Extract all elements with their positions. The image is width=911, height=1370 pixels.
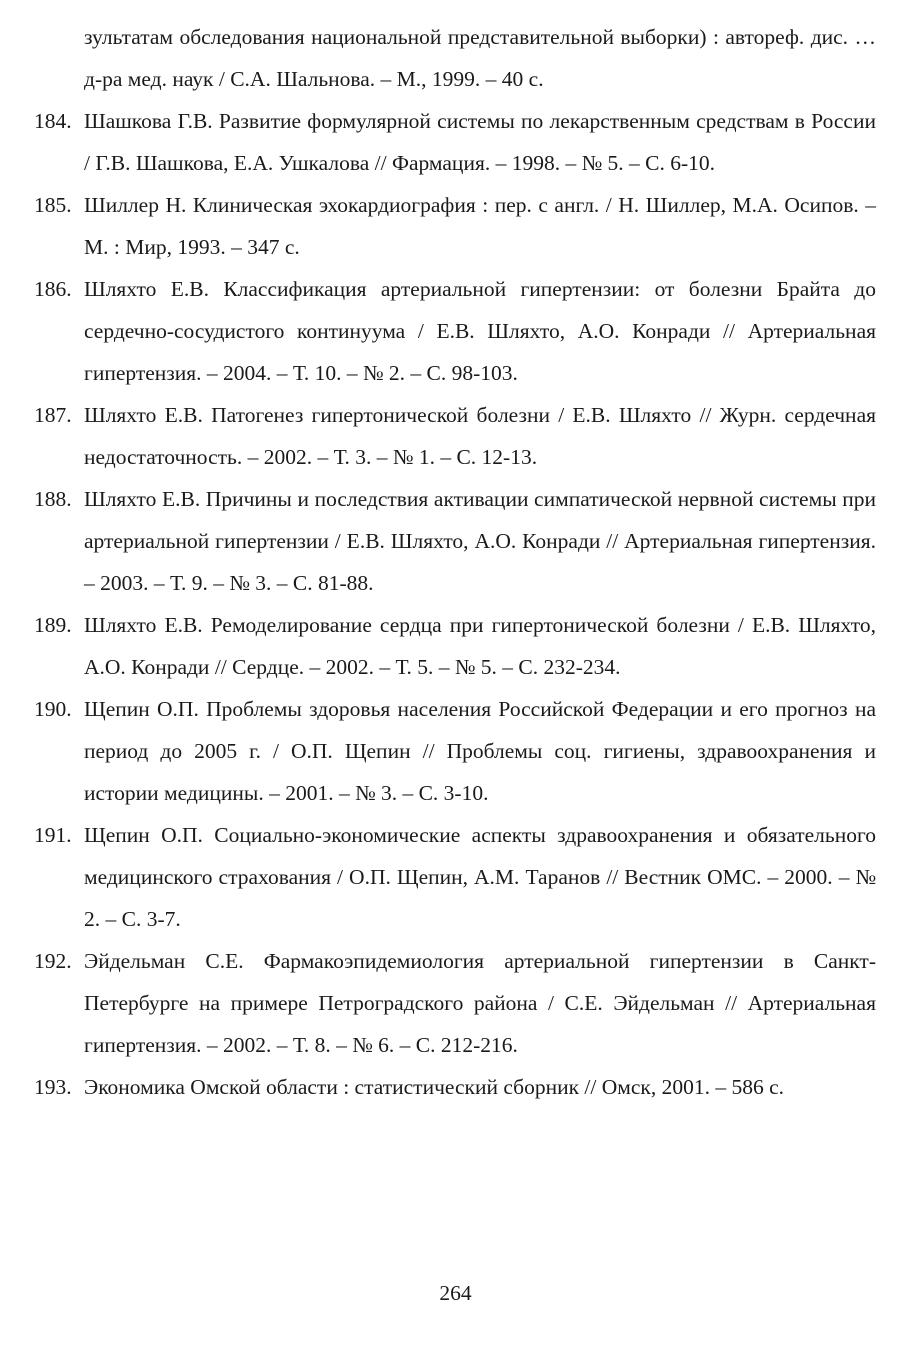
reference-item bbox=[34, 268, 876, 394]
reference-item bbox=[34, 184, 876, 268]
reference-text: Шляхто Е.В. Ремоделирование сердца при гипертонической болезни / Е.В. Шляхто, А.О. Конради // Сердце. – 2002. – Т. 5. – № 5. – С. 232-234. bbox=[84, 613, 876, 679]
reference-number: 189. bbox=[34, 613, 72, 637]
reference-item bbox=[34, 688, 876, 814]
reference-number: 193. bbox=[34, 1075, 72, 1099]
reference-number: 190. bbox=[34, 697, 72, 721]
reference-text: Эйдельман С.Е. Фармакоэпидемиология артериальной гипертензии в Санкт-Петербурге на примере Петроградского района / С.Е. Эйдельман // Артериальная гипертензия. – 2002. – Т. 8. – № 6. – С. 212-216. bbox=[84, 949, 876, 1057]
reference-number: 191. bbox=[34, 823, 72, 847]
page-number: 264 bbox=[439, 1281, 472, 1305]
reference-number: 188. bbox=[34, 487, 72, 511]
reference-text: Щепин О.П. Социально-экономические аспекты здравоохранения и обязательного медицинского страхования / О.П. Щепин, А.М. Таранов // Вестник ОМС. – 2000. – № 2. – С. 3-7. bbox=[84, 823, 876, 931]
reference-text: Экономика Омской области : статистический сборник // Омск, 2001. – 586 с. bbox=[84, 1075, 785, 1099]
reference-item bbox=[34, 394, 876, 478]
reference-item bbox=[34, 478, 876, 604]
reference-number: 184. bbox=[34, 109, 72, 133]
reference-text: Шляхто Е.В. Классификация артериальной гипертензии: от болезни Брайта до сердечно-сосудистого континуума / Е.В. Шляхто, А.О. Конради // Артериальная гипертензия. – 2004. – Т. 10. – № 2. – С. 98-103. bbox=[84, 277, 876, 385]
reference-text: Шляхто Е.В. Причины и последствия активации симпатической нервной системы при артериальной гипертензии / Е.В. Шляхто, А.О. Конради // Артериальная гипертензия. – 2003. – Т. 9. – № 3. – С. 81-88. bbox=[84, 487, 876, 595]
reference-item bbox=[34, 940, 876, 1066]
reference-text: Шляхто Е.В. Патогенез гипертонической болезни / Е.В. Шляхто // Журн. сердечная недостаточность. – 2002. – Т. 3. – № 1. – С. 12-13. bbox=[84, 403, 876, 469]
reference-number: 187. bbox=[34, 403, 72, 427]
reference-number: 185. bbox=[34, 193, 72, 217]
reference-continuation: зультатам обследования национальной представительной выборки) : автореф. дис. … д-ра мед. наук / С.А. Шальнова. – М., 1999. – 40 с. bbox=[84, 25, 876, 91]
reference-item bbox=[34, 814, 876, 940]
reference-item bbox=[34, 100, 876, 184]
reference-list bbox=[34, 16, 876, 1108]
reference-item bbox=[34, 1066, 876, 1108]
reference-text: Шашкова Г.В. Развитие формулярной системы по лекарственным средствам в России / Г.В. Шашкова, Е.А. Ушкалова // Фармация. – 1998. – № 5. – С. 6-10. bbox=[84, 109, 876, 175]
reference-item bbox=[34, 604, 876, 688]
reference-text: Шиллер Н. Клиническая эхокардиография : пер. с англ. / Н. Шиллер, М.А. Осипов. – М. : Мир, 1993. – 347 с. bbox=[84, 193, 876, 259]
reference-number: 192. bbox=[34, 949, 72, 973]
reference-text: Щепин О.П. Проблемы здоровья населения Российской Федерации и его прогноз на период до 2005 г. / О.П. Щепин // Проблемы соц. гигиены, здравоохранения и истории медицины. – 2001. – № 3. – С. 3-10. bbox=[84, 697, 876, 805]
reference-number: 186. bbox=[34, 277, 72, 301]
